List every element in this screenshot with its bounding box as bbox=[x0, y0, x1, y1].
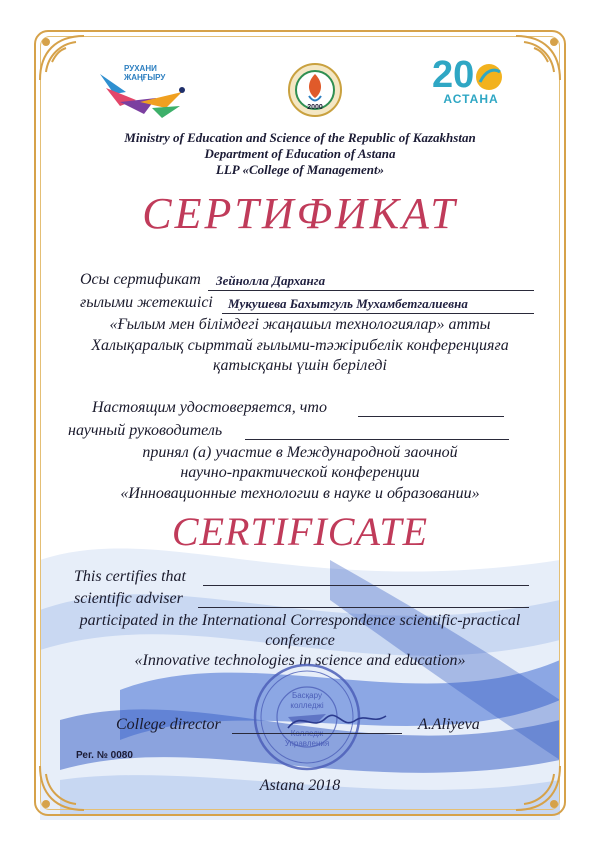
en-line4: conference bbox=[265, 632, 335, 649]
en-line3: participated in the International Correspondence scientific-practical bbox=[79, 612, 521, 629]
en-line2: scientific adviser bbox=[74, 590, 183, 607]
corner-ornament-icon bbox=[36, 762, 88, 814]
rukhani-zhangyru-logo bbox=[96, 62, 196, 122]
college-emblem-icon bbox=[287, 62, 343, 118]
kz-line2-label: ғылыми жетекшісі bbox=[80, 294, 213, 311]
registration-number: Рег. № 0080 bbox=[76, 750, 133, 761]
student-name: Зейнолла Дарханга bbox=[216, 273, 326, 288]
astana-20-logo bbox=[432, 54, 512, 110]
ru-line1: Настоящим удостоверяется, что bbox=[92, 399, 327, 416]
kz-line1-label: Осы сертификат bbox=[80, 271, 201, 288]
ru-line4: научно-практической конференции bbox=[180, 464, 420, 481]
en-line5: «Innovative technologies in science and education» bbox=[134, 652, 466, 669]
emblem-year: 2000 bbox=[307, 104, 323, 111]
en-line2-blank bbox=[198, 607, 529, 608]
ministry-line: Ministry of Education and Science of the Republic of Kazakhstan bbox=[124, 130, 476, 145]
rukhani-text: РУХАНИ ЖАҢҒЫРУ bbox=[124, 64, 166, 82]
corner-ornament-icon bbox=[36, 32, 88, 84]
en-line1-blank bbox=[203, 585, 529, 586]
kz-line4: Халықаралық сырттай ғылыми-тәжірибелік конференцияға bbox=[91, 337, 509, 354]
college-line: LLP «College of Management» bbox=[215, 162, 385, 177]
certificate-title-en: CERTIFICATE bbox=[171, 509, 429, 554]
corner-ornament-icon bbox=[512, 32, 564, 84]
place-year: Astana 2018 bbox=[259, 777, 341, 794]
sun-icon bbox=[474, 62, 504, 92]
ru-line2-blank bbox=[245, 439, 509, 440]
adviser-name: Мукушева Бахытгуль Мухамбетгалиевна bbox=[228, 296, 468, 311]
kz-line3: «Ғылым мен білімдегі жаңашыл технологиялар» атты bbox=[109, 316, 491, 333]
astana-20-number: 20 bbox=[432, 54, 475, 96]
en-line1: This certifies that bbox=[74, 568, 186, 585]
astana-text: АСТАНА bbox=[443, 92, 499, 106]
ru-line5: «Инновационные технологии в науке и образовании» bbox=[120, 485, 480, 502]
ru-line2: научный руководитель bbox=[68, 422, 223, 439]
signature-name: A.Aliyeva bbox=[418, 716, 480, 733]
ru-line1-blank bbox=[358, 416, 504, 417]
corner-ornament-icon bbox=[512, 762, 564, 814]
signature-scribble bbox=[282, 704, 392, 736]
ru-line3: принял (а) участие в Международной заочной bbox=[142, 444, 458, 461]
student-name-line bbox=[208, 290, 534, 291]
stamp-text-1: Басқару bbox=[291, 691, 323, 700]
department-line: Department of Education of Astana bbox=[204, 146, 396, 161]
stamp-text-2: колледжі bbox=[290, 701, 324, 710]
stamp-text-3: Колледж bbox=[290, 729, 324, 738]
certificate-title-ru: СЕРТИФИКАТ bbox=[142, 189, 458, 238]
kz-line5: қатысқаны үшін беріледі bbox=[213, 357, 387, 374]
adviser-name-line bbox=[222, 313, 534, 314]
stamp-text-4: Управления bbox=[284, 739, 330, 748]
signature-label: College director bbox=[116, 716, 221, 733]
